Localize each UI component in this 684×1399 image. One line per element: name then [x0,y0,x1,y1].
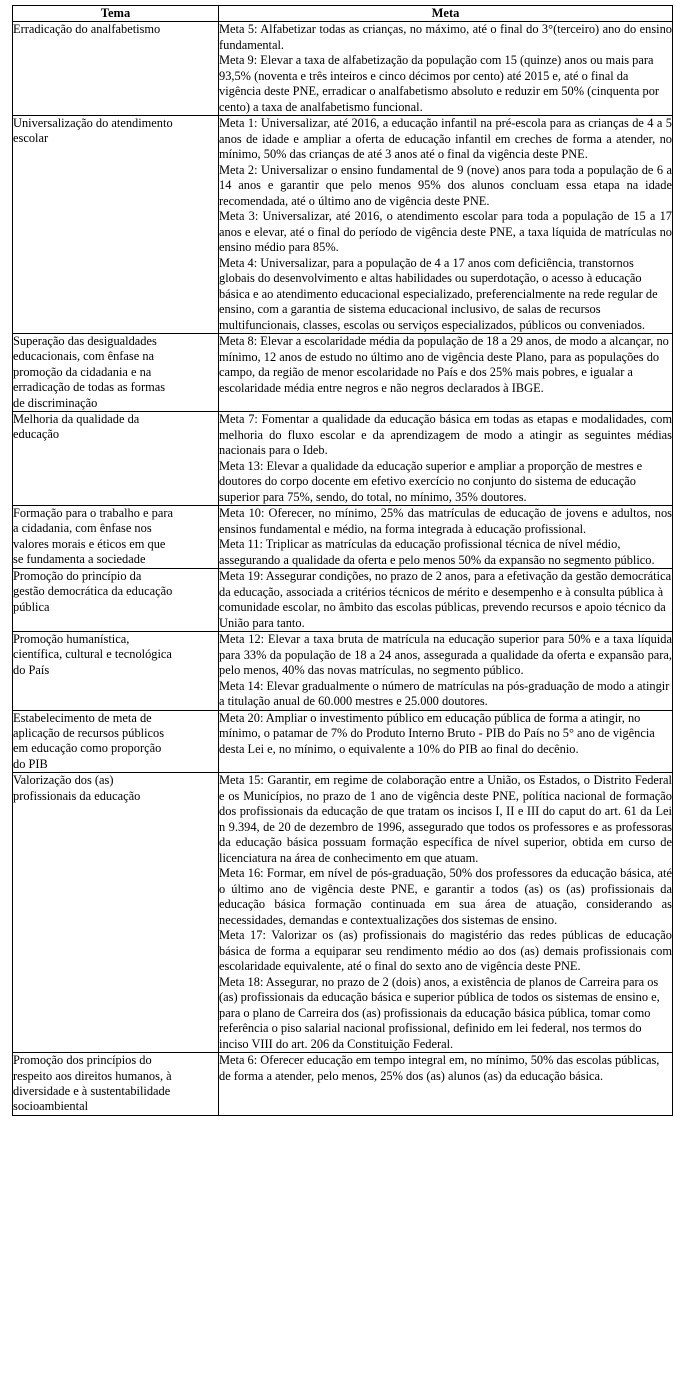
meta-paragraph: Meta 9: Elevar a taxa de alfabetização da população com 15 (quinze) anos ou mais para 93,5% (noventa e três inteiros e cinco décimos por cento) até 2015 e, até o final da vigência deste PNE, erradicar o analfabetismo absoluto e reduzir em 50% (cinquenta por cento) a taxa de analfabetismo funcional. [219,53,660,114]
cell-tema [13,1053,219,1116]
table-row [13,569,673,632]
tema-line: socioambiental [13,1099,89,1114]
tema-line: do País [13,662,50,677]
cell-meta [219,116,673,334]
table-row [13,412,673,506]
cell-tema [13,710,219,773]
meta-paragraph: Meta 14: Elevar gradualmente o número de matrículas na pós-graduação de modo a atingir a titulação anual de 60.000 mestres e 25.000 doutores. [219,678,670,709]
meta-paragraph: Meta 4: Universalizar, para a população de 4 a 17 anos com deficiência, transtornos globais do desenvolvimento e altas habilidades ou superdotação, o acesso à educação básica e ao atendimento educacional especializado, preferencialmente na rede regular de ensino, com a garantia de sistema educacional inclusivo, de salas de recursos multifuncionais, classes, escolas ou serviços especializados, públicos ou conveniados. [219,255,658,332]
tema-line: em educação como proporção [13,741,162,756]
meta-paragraph: Meta 1: Universalizar, até 2016, a educação infantil na pré-escola para as crianças de 4 a 5 anos de idade e ampliar a oferta de educação infantil em creches de forma a atender, no mínimo, 50% das crianças de até 3 anos até o final da vigência deste PNE. [219,116,672,161]
temas-metas-table [12,5,673,1116]
cell-meta [219,334,673,412]
meta-paragraph: Meta 20: Ampliar o investimento público em educação pública de forma a atingir, no mínimo, o patamar de 7% do Produto Interno Bruto - PIB do País no 5° ano de vigência desta Lei e, no mínimo, o equivalente a 10% do PIB ao final do decênio. [219,710,655,756]
meta-paragraph: Meta 18: Assegurar, no prazo de 2 (dois) anos, a existência de planos de Carreira para os (as) profissionais da educação básica e superior pública de todos os sistemas de ensino e, para o plano de Carreira dos (as) profissionais da educação básica pública, tomar como referência o piso salarial nacional profissional, definido em lei federal, nos termos do inciso VIII do art. 206 da Constituição Federal. [219,974,660,1051]
tema-line: a cidadania, com ênfase nos [13,521,152,536]
tema-line: valores morais e éticos em que [13,536,166,551]
table-header-row [13,6,673,22]
cell-tema [13,334,219,412]
tema-line: Formação para o trabalho e para [13,506,173,521]
cell-meta [219,22,673,116]
column-header-meta: Meta [219,6,673,22]
cell-meta [219,506,673,569]
meta-paragraph: Meta 7: Fomentar a qualidade da educação básica em todas as etapas e modalidades, com melhoria do fluxo escolar e da aprendizagem de modo a atingir as seguintes médias nacionais para o Ideb. [219,412,672,458]
tema-line: Promoção do princípio da [13,569,142,584]
tema-line: profissionais da educação [13,788,141,803]
meta-paragraph: Meta 13: Elevar a qualidade da educação superior e ampliar a proporção de mestres e doutores do corpo docente em efetivo exercício no conjunto do sistema de educação superior para 75%, sendo, do total, no mínimo, 35% doutores. [219,458,643,504]
cell-tema [13,632,219,711]
table-body [13,22,673,1116]
tema-line: educação [13,427,60,442]
cell-tema [13,773,219,1053]
tema-line: se fundamenta a sociedade [13,552,146,567]
cell-tema [13,116,219,334]
meta-paragraph: Meta 2: Universalizar o ensino fundamental de 9 (nove) anos para toda a população de 6 a 14 anos e garantir que pelo menos 95% dos alunos concluam essa etapa na idade recomendada, até o último ano de vigência deste PNE. [219,162,672,208]
tema-line: Superação das desigualdades [13,334,157,348]
tema-line: Estabelecimento de meta de [13,710,152,725]
tema-line: diversidade e à sustentabilidade [13,1083,171,1098]
cell-tema [13,412,219,506]
table-row [13,116,673,334]
table-row [13,1053,673,1116]
table-row [13,22,673,116]
meta-paragraph: Meta 12: Elevar a taxa bruta de matrícula na educação superior para 50% e a taxa líquida para 33% da população de 18 a 24 anos, assegurada a qualidade da oferta e expansão para, pelo menos, 40% das novas matrículas, no segmento público. [219,632,672,678]
meta-paragraph: Meta 11: Triplicar as matrículas da educação profissional técnica de nível médio, assegurando a qualidade da oferta e pelo menos 50% da expansão no segmento público. [219,537,655,567]
tema-line: de discriminação [13,395,98,410]
cell-meta [219,1053,673,1116]
tema-line: respeito aos direitos humanos, à [13,1068,172,1083]
column-header-tema: Tema [13,6,219,22]
meta-paragraph: Meta 6: Oferecer educação em tempo integral em, no mínimo, 50% das escolas públicas, de forma a atender, pelo menos, 25% dos (as) alunos (as) da educação básica. [219,1053,660,1083]
tema-line: aplicação de recursos públicos [13,725,165,740]
meta-paragraph: Meta 5: Alfabetizar todas as crianças, no máximo, até o final do 3°(terceiro) ano do ensino fundamental. [219,22,672,52]
meta-paragraph: Meta 17: Valorizar os (as) profissionais do magistério das redes públicas de educação básica de forma a equiparar seu rendimento médio ao dos (as) demais profissionais com escolaridade equivalente, até o final do sexto ano de vigência deste PNE. [219,928,672,974]
tema-line: erradicação de todas as formas [13,380,166,395]
tema-line: promoção da cidadania e na [13,364,152,379]
cell-meta [219,773,673,1053]
meta-paragraph: Meta 16: Formar, em nível de pós-graduação, 50% dos professores da educação básica, até o último ano de vigência deste PNE, e garantir a todos (as) os (as) profissionais da educação básica formação continuada em sua área de atuação, considerando as necessidades, demandas e contextualizações dos sistemas de ensino. [219,866,672,927]
table-container [12,5,672,1116]
cell-tema [13,569,219,632]
meta-paragraph: Meta 8: Elevar a escolaridade média da população de 18 a 29 anos, de modo a alcançar, no mínimo, 12 anos de estudo no último ano de vigência deste Plano, para as populações do campo, da região de menor escolaridade no País e dos 25% mais pobres, e igualar a escolaridade média entre negros e não negros declarados à IBGE. [219,334,669,395]
meta-paragraph: Meta 19: Assegurar condições, no prazo de 2 anos, para a efetivação da gestão democrática da educação, associada a critérios técnicos de mérito e desempenho e à consulta pública à comunidade escolar, no âmbito das escolas públicas, prevendo recursos e apoio técnico da União para tanto. [219,569,672,630]
cell-meta [219,412,673,506]
tema-line: pública [13,599,50,614]
meta-paragraph: Meta 10: Oferecer, no mínimo, 25% das matrículas de educação de jovens e adultos, nos ensinos fundamental e médio, na forma integrada à educação profissional. [219,506,672,536]
tema-line: Promoção dos princípios do [13,1053,152,1068]
tema-line: educacionais, com ênfase na [13,349,155,364]
tema-line: escolar [13,131,49,146]
tema-line: Melhoria da qualidade da [13,412,140,427]
table-row [13,710,673,773]
cell-tema [13,22,219,116]
tema-line: Promoção humanística, [13,632,130,647]
table-row [13,632,673,711]
cell-meta [219,569,673,632]
tema-line: Universalização do atendimento [13,116,173,130]
cell-meta [219,632,673,711]
table-row [13,334,673,412]
tema-line: gestão democrática da educação [13,584,173,599]
tema-line: do PIB [13,756,48,771]
cell-meta [219,710,673,773]
tema-line: Valorização dos (as) [13,773,114,788]
tema-line: Erradicação do analfabetismo [13,22,161,36]
tema-line: científica, cultural e tecnológica [13,647,172,662]
meta-paragraph: Meta 3: Universalizar, até 2016, o atendimento escolar para toda a população de 15 a 17 anos e elevar, até o final do período de vigência deste PNE, a taxa líquida de matrículas no ensino médio para 85%. [219,209,672,254]
cell-tema [13,506,219,569]
table-row [13,506,673,569]
meta-paragraph: Meta 15: Garantir, em regime de colaboração entre a União, os Estados, o Distrito Federal e os Municípios, no prazo de 1 ano de vigência deste PNE, política nacional de formação dos profissionais da educação de que tratam os incisos I, II e III do caput do art. 61 da Lei n 9.394, de 20 de dezembro de 1996, assegurado que todos os professores e as professoras da educação básica possuam formação específica de nível superior, obtida em curso de licenciatura na área de conhecimento em que atuam. [219,773,672,865]
table-head [13,6,673,22]
table-row [13,773,673,1053]
